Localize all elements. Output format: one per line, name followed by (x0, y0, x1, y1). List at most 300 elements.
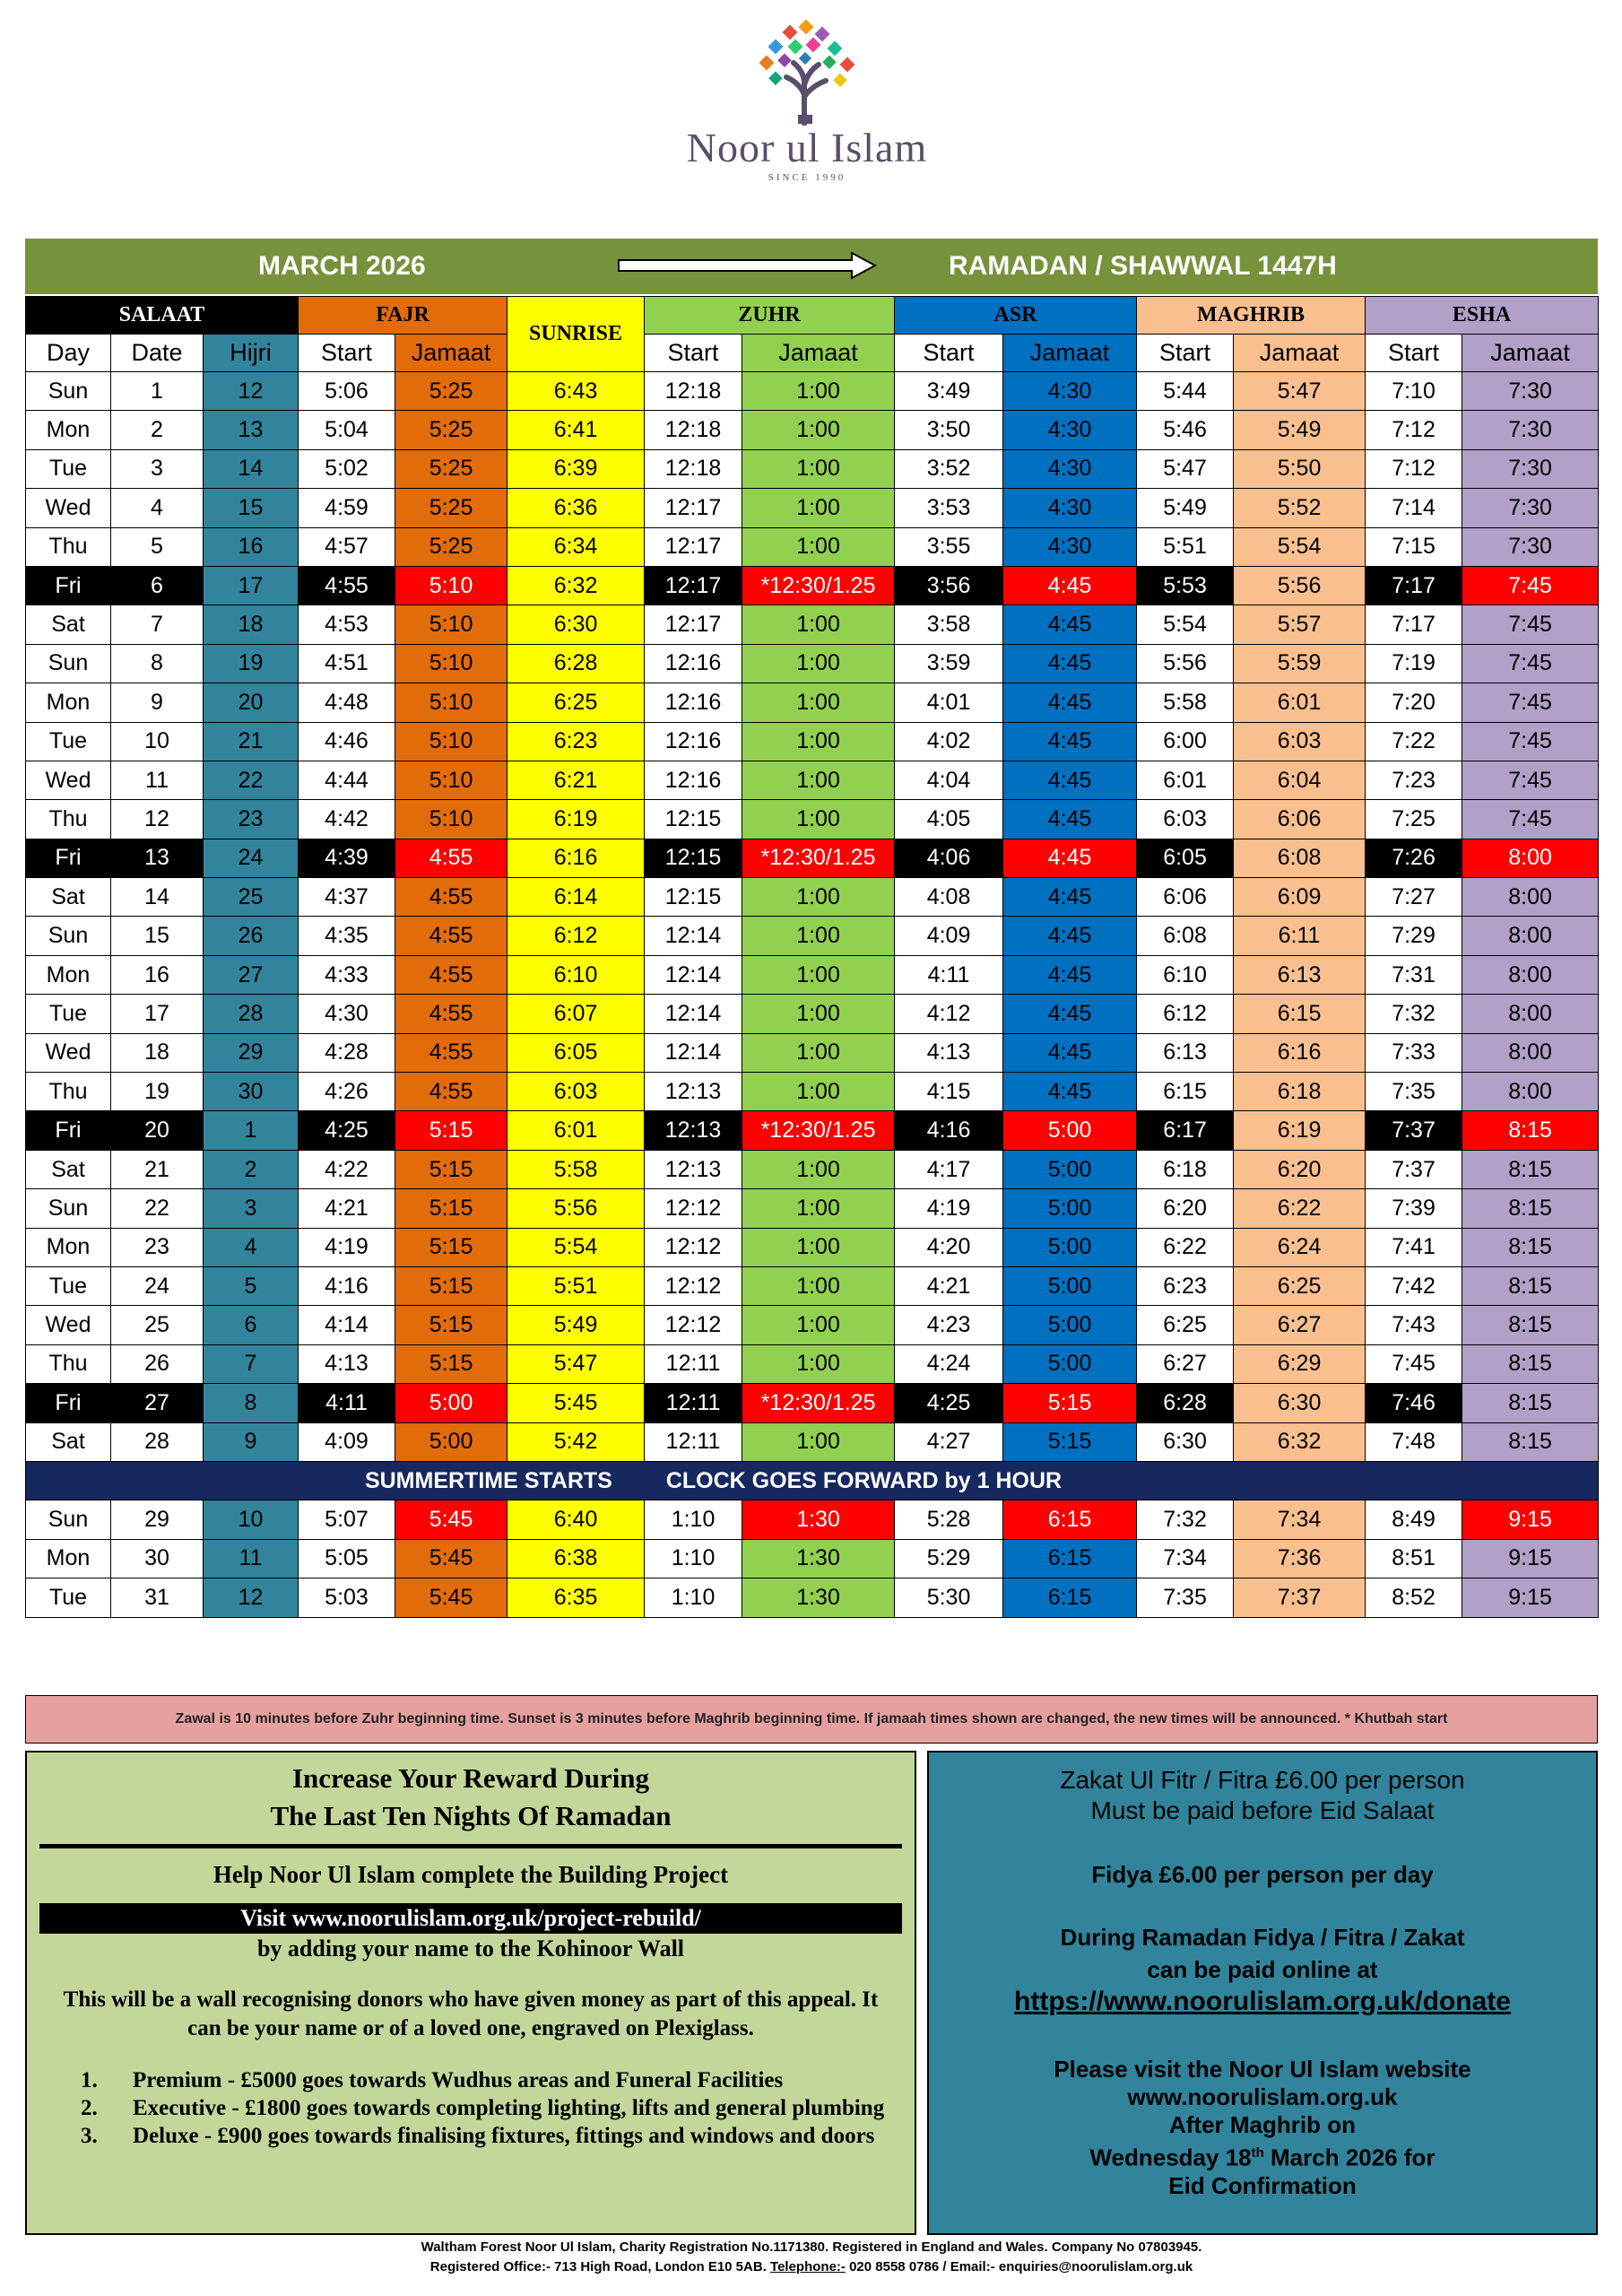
cell-day: Mon (26, 683, 111, 722)
cell-esha-jamaat: 8:15 (1462, 1111, 1599, 1150)
cell-zuhr-jamaat: 1:00 (742, 644, 895, 683)
banner-month: MARCH 2026 (258, 251, 426, 281)
cell-sunrise: 6:36 (507, 489, 645, 527)
header-esha-jamaat: Jamaat (1462, 335, 1599, 372)
table-row (26, 411, 1599, 449)
list-item: 1. Premium - £5000 goes towards Wudhus areas and Funeral Facilities (81, 2068, 784, 2092)
cell-esha-jamaat: 7:45 (1462, 722, 1599, 761)
table-row (26, 1578, 1599, 1617)
cell-asr-start: 5:28 (895, 1500, 1003, 1539)
cell-maghrib-start: 6:05 (1137, 839, 1234, 877)
cell-zuhr-start: 12:12 (645, 1228, 742, 1266)
cell-fajr-start: 4:09 (299, 1422, 395, 1461)
cell-day: Fri (26, 839, 111, 877)
reward-heading-1: Increase Your Reward During (291, 1762, 650, 1794)
cell-asr-start: 4:13 (895, 1033, 1003, 1072)
cell-esha-jamaat: 8:15 (1462, 1306, 1599, 1344)
cell-asr-start: 5:29 (895, 1539, 1003, 1578)
cell-asr-jamaat: 4:45 (1003, 878, 1137, 917)
cell-fajr-start: 5:04 (299, 411, 395, 449)
cell-hijri: 18 (204, 605, 299, 644)
cell-esha-start: 7:23 (1366, 761, 1462, 799)
cell-day: Mon (26, 1228, 111, 1266)
cell-fajr-jamaat: 5:10 (395, 800, 507, 839)
cell-zuhr-jamaat: 1:00 (742, 800, 895, 839)
cell-asr-jamaat: 5:00 (1003, 1189, 1137, 1228)
cell-maghrib-jamaat: 5:59 (1234, 644, 1366, 683)
cell-day: Thu (26, 1344, 111, 1383)
cell-fajr-jamaat: 5:15 (395, 1306, 507, 1344)
cell-date: 1 (111, 372, 204, 411)
cell-sunrise: 6:07 (507, 995, 645, 1033)
cell-maghrib-start: 6:12 (1137, 995, 1234, 1033)
cell-maghrib-start: 6:27 (1137, 1344, 1234, 1383)
cell-fajr-jamaat: 4:55 (395, 995, 507, 1033)
cell-esha-start: 7:12 (1366, 411, 1462, 449)
cell-fajr-start: 4:22 (299, 1150, 395, 1188)
table-row (26, 1384, 1599, 1422)
header-salaat: SALAAT (26, 297, 299, 335)
cell-esha-start: 7:41 (1366, 1228, 1462, 1266)
banner-hijri: RAMADAN / SHAWWAL 1447H (949, 251, 1337, 281)
list-item: 3. Deluxe - £900 goes towards finalising fixtures, fittings and windows and doors (81, 2124, 875, 2148)
cell-zuhr-jamaat: 1:00 (742, 1228, 895, 1266)
cell-asr-start: 5:30 (895, 1578, 1003, 1617)
cell-zuhr-start: 12:15 (645, 839, 742, 877)
header-maghrib: MAGHRIB (1137, 297, 1366, 335)
cell-esha-jamaat: 8:15 (1462, 1422, 1599, 1461)
cell-fajr-start: 4:19 (299, 1228, 395, 1266)
cell-hijri: 24 (204, 839, 299, 877)
cell-hijri: 13 (204, 411, 299, 449)
cell-day: Wed (26, 1306, 111, 1344)
cell-fajr-start: 4:21 (299, 1189, 395, 1228)
header-esha-start: Start (1366, 335, 1462, 372)
table-row (26, 1111, 1599, 1150)
table-row (26, 761, 1599, 799)
cell-asr-start: 4:08 (895, 878, 1003, 917)
cell-maghrib-start: 5:53 (1137, 566, 1234, 604)
cell-zuhr-start: 12:12 (645, 1266, 742, 1305)
cell-sunrise: 5:42 (507, 1422, 645, 1461)
cell-asr-jamaat: 4:45 (1003, 1033, 1137, 1072)
cell-esha-jamaat: 7:45 (1462, 644, 1599, 683)
header-zuhr: ZUHR (645, 297, 895, 335)
cell-date: 4 (111, 489, 204, 527)
cell-zuhr-jamaat: 1:00 (742, 1344, 895, 1383)
cell-fajr-jamaat: 5:10 (395, 566, 507, 604)
cell-sunrise: 6:35 (507, 1578, 645, 1617)
cell-maghrib-jamaat: 5:47 (1234, 372, 1366, 411)
donation-tiers (81, 2066, 897, 2150)
building-project-heading: Help Noor Ul Islam complete the Building Project (213, 1861, 729, 1888)
cell-hijri: 2 (204, 1150, 299, 1188)
cell-esha-start: 7:25 (1366, 800, 1462, 839)
cell-date: 20 (111, 1111, 204, 1150)
cell-fajr-start: 4:53 (299, 605, 395, 644)
cell-zuhr-jamaat: 1:00 (742, 955, 895, 994)
cell-zuhr-start: 12:18 (645, 449, 742, 488)
arrow-right-icon (617, 250, 877, 281)
cell-zuhr-start: 12:14 (645, 1033, 742, 1072)
cell-fajr-start: 5:06 (299, 372, 395, 411)
cell-date: 5 (111, 527, 204, 566)
cell-esha-start: 7:42 (1366, 1266, 1462, 1305)
cell-esha-start: 7:10 (1366, 372, 1462, 411)
cell-esha-start: 7:48 (1366, 1422, 1462, 1461)
cell-esha-jamaat: 8:00 (1462, 839, 1599, 877)
header-maghrib-jamaat: Jamaat (1234, 335, 1366, 372)
cell-esha-start: 7:29 (1366, 917, 1462, 955)
cell-zuhr-start: 12:11 (645, 1422, 742, 1461)
cell-day: Wed (26, 1033, 111, 1072)
cell-fajr-jamaat: 5:10 (395, 644, 507, 683)
cell-hijri: 27 (204, 955, 299, 994)
cell-esha-start: 7:37 (1366, 1150, 1462, 1188)
table-row (26, 683, 1599, 722)
table-row (26, 605, 1599, 644)
cell-maghrib-jamaat: 6:11 (1234, 917, 1366, 955)
cell-maghrib-jamaat: 5:54 (1234, 527, 1366, 566)
cell-zuhr-jamaat: 1:00 (742, 722, 895, 761)
cell-sunrise: 6:34 (507, 527, 645, 566)
cell-asr-jamaat: 4:45 (1003, 995, 1137, 1033)
cell-sunrise: 6:14 (507, 878, 645, 917)
cell-date: 16 (111, 955, 204, 994)
cell-asr-jamaat: 5:00 (1003, 1111, 1137, 1150)
cell-maghrib-start: 6:28 (1137, 1384, 1234, 1422)
cell-fajr-start: 4:48 (299, 683, 395, 722)
cell-hijri: 6 (204, 1306, 299, 1344)
cell-asr-jamaat: 4:45 (1003, 605, 1137, 644)
cell-zuhr-start: 12:16 (645, 722, 742, 761)
cell-day: Sat (26, 1422, 111, 1461)
cell-sunrise: 5:54 (507, 1228, 645, 1266)
cell-sunrise: 6:38 (507, 1539, 645, 1578)
cell-date: 27 (111, 1384, 204, 1422)
cell-asr-start: 4:17 (895, 1150, 1003, 1188)
cell-asr-start: 4:09 (895, 917, 1003, 955)
cell-zuhr-jamaat: *12:30/1.25 (742, 566, 895, 604)
cell-day: Tue (26, 449, 111, 488)
cell-date: 19 (111, 1073, 204, 1111)
cell-zuhr-start: 12:13 (645, 1111, 742, 1150)
cell-maghrib-start: 6:30 (1137, 1422, 1234, 1461)
cell-zuhr-jamaat: 1:00 (742, 411, 895, 449)
cell-day: Fri (26, 1384, 111, 1422)
cell-maghrib-jamaat: 6:27 (1234, 1306, 1366, 1344)
cell-date: 15 (111, 917, 204, 955)
cell-esha-jamaat: 8:15 (1462, 1344, 1599, 1383)
cell-zuhr-start: 12:11 (645, 1344, 742, 1383)
cell-sunrise: 6:01 (507, 1111, 645, 1150)
cell-esha-start: 7:17 (1366, 566, 1462, 604)
header-esha: ESHA (1366, 297, 1599, 335)
cell-fajr-start: 4:51 (299, 644, 395, 683)
cell-hijri: 1 (204, 1111, 299, 1150)
header-date: Date (111, 335, 204, 372)
cell-esha-start: 7:37 (1366, 1111, 1462, 1150)
header-fajr: FAJR (299, 297, 507, 335)
table-row (26, 1344, 1599, 1383)
cell-date: 12 (111, 800, 204, 839)
cell-maghrib-start: 6:23 (1137, 1266, 1234, 1305)
cell-maghrib-start: 6:15 (1137, 1073, 1234, 1111)
cell-fajr-jamaat: 5:10 (395, 605, 507, 644)
cell-zuhr-jamaat: 1:00 (742, 683, 895, 722)
cell-date: 6 (111, 566, 204, 604)
cell-zuhr-start: 12:18 (645, 372, 742, 411)
cell-zuhr-start: 12:18 (645, 411, 742, 449)
cell-esha-jamaat: 9:15 (1462, 1500, 1599, 1539)
cell-zuhr-jamaat: 1:00 (742, 1266, 895, 1305)
cell-esha-start: 7:45 (1366, 1344, 1462, 1383)
cell-zuhr-start: 12:13 (645, 1073, 742, 1111)
cell-fajr-start: 4:14 (299, 1306, 395, 1344)
zakat-box (927, 1751, 1598, 2235)
cell-maghrib-start: 5:46 (1137, 411, 1234, 449)
cell-day: Sun (26, 644, 111, 683)
donate-link[interactable]: https://www.noorulislam.org.uk/donate (1014, 1987, 1511, 2016)
cell-esha-jamaat: 7:30 (1462, 527, 1599, 566)
month-banner (25, 239, 1598, 294)
cell-maghrib-jamaat: 6:09 (1234, 878, 1366, 917)
cell-day: Tue (26, 1578, 111, 1617)
cell-hijri: 25 (204, 878, 299, 917)
cell-esha-jamaat: 8:15 (1462, 1228, 1599, 1266)
table-row (26, 1228, 1599, 1266)
cell-zuhr-start: 12:16 (645, 644, 742, 683)
cell-asr-start: 3:53 (895, 489, 1003, 527)
zawal-note: Zawal is 10 minutes before Zuhr beginning time. Sunset is 3 minutes before Maghrib beginning time. If jamaah times shown are changed, the new times will be announced. * Khutbah start (25, 1695, 1598, 1744)
header-day: Day (26, 335, 111, 372)
table-row (26, 917, 1599, 955)
eid-visit-4: Wednesday 18th March 2026 for (1089, 2144, 1436, 2171)
table-row (26, 1500, 1599, 1539)
cell-hijri: 16 (204, 527, 299, 566)
cell-fajr-jamaat: 5:25 (395, 449, 507, 488)
cell-date: 17 (111, 995, 204, 1033)
cell-hijri: 28 (204, 995, 299, 1033)
cell-maghrib-jamaat: 6:29 (1234, 1344, 1366, 1383)
cell-sunrise: 6:28 (507, 644, 645, 683)
zakat-line-2: Must be paid before Eid Salaat (1090, 1796, 1435, 1824)
cell-esha-jamaat: 8:00 (1462, 1073, 1599, 1111)
cell-maghrib-start: 5:47 (1137, 449, 1234, 488)
cell-asr-jamaat: 6:15 (1003, 1539, 1137, 1578)
cell-sunrise: 5:56 (507, 1189, 645, 1228)
cell-maghrib-jamaat: 6:22 (1234, 1189, 1366, 1228)
cell-zuhr-start: 12:15 (645, 800, 742, 839)
cell-asr-start: 4:06 (895, 839, 1003, 877)
cell-asr-jamaat: 4:45 (1003, 761, 1137, 799)
cell-esha-start: 7:39 (1366, 1189, 1462, 1228)
cell-sunrise: 6:03 (507, 1073, 645, 1111)
cell-maghrib-jamaat: 6:15 (1234, 995, 1366, 1033)
cell-asr-start: 4:01 (895, 683, 1003, 722)
cell-zuhr-jamaat: 1:00 (742, 1073, 895, 1111)
cell-date: 22 (111, 1189, 204, 1228)
cell-zuhr-jamaat: 1:30 (742, 1500, 895, 1539)
table-row (26, 839, 1599, 877)
cell-maghrib-start: 6:20 (1137, 1189, 1234, 1228)
cell-zuhr-start: 1:10 (645, 1578, 742, 1617)
cell-zuhr-jamaat: 1:00 (742, 1306, 895, 1344)
table-row (26, 1306, 1599, 1344)
cell-esha-start: 7:15 (1366, 527, 1462, 566)
cell-asr-jamaat: 4:45 (1003, 800, 1137, 839)
cell-day: Sat (26, 878, 111, 917)
cell-maghrib-jamaat: 6:19 (1234, 1111, 1366, 1150)
cell-sunrise: 5:58 (507, 1150, 645, 1188)
cell-esha-jamaat: 7:30 (1462, 489, 1599, 527)
cell-fajr-start: 4:59 (299, 489, 395, 527)
cell-asr-start: 3:52 (895, 449, 1003, 488)
cell-fajr-jamaat: 5:45 (395, 1578, 507, 1617)
cell-maghrib-jamaat: 6:13 (1234, 955, 1366, 994)
cell-asr-jamaat: 5:00 (1003, 1150, 1137, 1188)
cell-hijri: 15 (204, 489, 299, 527)
cell-fajr-jamaat: 4:55 (395, 839, 507, 877)
cell-fajr-start: 4:55 (299, 566, 395, 604)
cell-zuhr-jamaat: 1:00 (742, 372, 895, 411)
cell-maghrib-start: 6:17 (1137, 1111, 1234, 1150)
logo (664, 18, 950, 197)
cell-fajr-jamaat: 5:00 (395, 1422, 507, 1461)
cell-asr-start: 4:21 (895, 1266, 1003, 1305)
cell-asr-start: 4:15 (895, 1073, 1003, 1111)
cell-asr-start: 4:12 (895, 995, 1003, 1033)
cell-fajr-start: 5:02 (299, 449, 395, 488)
cell-sunrise: 6:21 (507, 761, 645, 799)
cell-esha-start: 7:22 (1366, 722, 1462, 761)
cell-sunrise: 6:19 (507, 800, 645, 839)
cell-maghrib-jamaat: 6:24 (1234, 1228, 1366, 1266)
list-item: 2. Executive - £1800 goes towards completing lighting, lifts and general plumbing (81, 2096, 885, 2120)
cell-fajr-start: 4:44 (299, 761, 395, 799)
cell-date: 8 (111, 644, 204, 683)
fidya-text: Fidya £6.00 per person per day (1091, 1861, 1434, 1888)
table-row (26, 1539, 1599, 1578)
cell-maghrib-start: 5:54 (1137, 605, 1234, 644)
cell-sunrise: 6:40 (507, 1500, 645, 1539)
cell-zuhr-jamaat: 1:00 (742, 995, 895, 1033)
cell-date: 7 (111, 605, 204, 644)
cell-zuhr-start: 12:12 (645, 1189, 742, 1228)
cell-asr-jamaat: 5:00 (1003, 1228, 1137, 1266)
cell-day: Tue (26, 1266, 111, 1305)
website-link[interactable]: www.noorulislam.org.uk (1127, 2083, 1398, 2110)
cell-maghrib-start: 6:00 (1137, 722, 1234, 761)
cell-day: Tue (26, 995, 111, 1033)
cell-day: Sun (26, 1189, 111, 1228)
cell-sunrise: 6:05 (507, 1033, 645, 1072)
cell-asr-start: 3:58 (895, 605, 1003, 644)
cell-zuhr-jamaat: 1:00 (742, 449, 895, 488)
cell-day: Sat (26, 1150, 111, 1188)
cell-asr-jamaat: 5:15 (1003, 1422, 1137, 1461)
cell-hijri: 17 (204, 566, 299, 604)
cell-maghrib-start: 5:44 (1137, 372, 1234, 411)
cell-date: 23 (111, 1228, 204, 1266)
cell-day: Sun (26, 372, 111, 411)
cell-esha-start: 7:31 (1366, 955, 1462, 994)
cell-asr-jamaat: 4:45 (1003, 1073, 1137, 1111)
cell-maghrib-jamaat: 6:01 (1234, 683, 1366, 722)
cell-fajr-jamaat: 5:25 (395, 527, 507, 566)
table-row (26, 878, 1599, 917)
cell-day: Mon (26, 955, 111, 994)
tree-logo-icon (749, 18, 865, 126)
cell-date: 30 (111, 1539, 204, 1578)
eid-visit-1: Please visit the Noor Ul Islam website (1054, 2056, 1471, 2083)
table-row (26, 489, 1599, 527)
project-rebuild-link[interactable]: Visit www.noorulislam.org.uk/project-rebuild/ (39, 1903, 902, 1934)
cell-esha-jamaat: 8:15 (1462, 1150, 1599, 1188)
cell-maghrib-jamaat: 7:37 (1234, 1578, 1366, 1617)
cell-zuhr-jamaat: 1:30 (742, 1539, 895, 1578)
cell-hijri: 22 (204, 761, 299, 799)
cell-esha-start: 7:27 (1366, 878, 1462, 917)
cell-zuhr-start: 12:12 (645, 1306, 742, 1344)
cell-maghrib-start: 5:49 (1137, 489, 1234, 527)
cell-esha-start: 7:46 (1366, 1384, 1462, 1422)
table-row (26, 1422, 1599, 1461)
cell-asr-jamaat: 5:00 (1003, 1266, 1137, 1305)
cell-asr-jamaat: 6:15 (1003, 1500, 1137, 1539)
building-project-box (25, 1751, 916, 2235)
cell-fajr-start: 4:28 (299, 1033, 395, 1072)
header-zuhr-jamaat: Jamaat (742, 335, 895, 372)
cell-hijri: 12 (204, 372, 299, 411)
cell-esha-start: 7:43 (1366, 1306, 1462, 1344)
cell-zuhr-jamaat: 1:00 (742, 1150, 895, 1188)
cell-day: Fri (26, 1111, 111, 1150)
divider (39, 1844, 902, 1848)
cell-asr-start: 4:05 (895, 800, 1003, 839)
cell-zuhr-start: 12:14 (645, 995, 742, 1033)
eid-visit-5: Eid Confirmation (1168, 2171, 1357, 2199)
footer (25, 2238, 1598, 2277)
cell-hijri: 30 (204, 1073, 299, 1111)
cell-zuhr-jamaat: 1:00 (742, 1422, 895, 1461)
cell-date: 21 (111, 1150, 204, 1188)
cell-sunrise: 5:49 (507, 1306, 645, 1344)
cell-asr-start: 3:49 (895, 372, 1003, 411)
cell-fajr-jamaat: 5:45 (395, 1500, 507, 1539)
table-row (26, 1266, 1599, 1305)
cell-zuhr-jamaat: 1:00 (742, 878, 895, 917)
cell-fajr-start: 4:33 (299, 955, 395, 994)
cell-esha-jamaat: 7:30 (1462, 411, 1599, 449)
cell-zuhr-jamaat: 1:00 (742, 917, 895, 955)
cell-hijri: 10 (204, 1500, 299, 1539)
cell-asr-jamaat: 4:30 (1003, 372, 1137, 411)
footer-line-2: Registered Office:- 713 High Road, London E10 5AB. Telephone:- 020 8558 0786 / Email:- enquiries@noorulislam.org.uk (429, 2259, 1193, 2274)
cell-sunrise: 6:23 (507, 722, 645, 761)
cell-sunrise: 6:43 (507, 372, 645, 411)
cell-fajr-jamaat: 4:55 (395, 1073, 507, 1111)
cell-asr-start: 4:23 (895, 1306, 1003, 1344)
cell-asr-start: 4:04 (895, 761, 1003, 799)
cell-sunrise: 6:30 (507, 605, 645, 644)
cell-fajr-start: 4:46 (299, 722, 395, 761)
cell-asr-jamaat: 6:15 (1003, 1578, 1137, 1617)
cell-fajr-jamaat: 5:15 (395, 1344, 507, 1383)
cell-zuhr-start: 12:17 (645, 566, 742, 604)
cell-date: 14 (111, 878, 204, 917)
cell-maghrib-jamaat: 6:06 (1234, 800, 1366, 839)
